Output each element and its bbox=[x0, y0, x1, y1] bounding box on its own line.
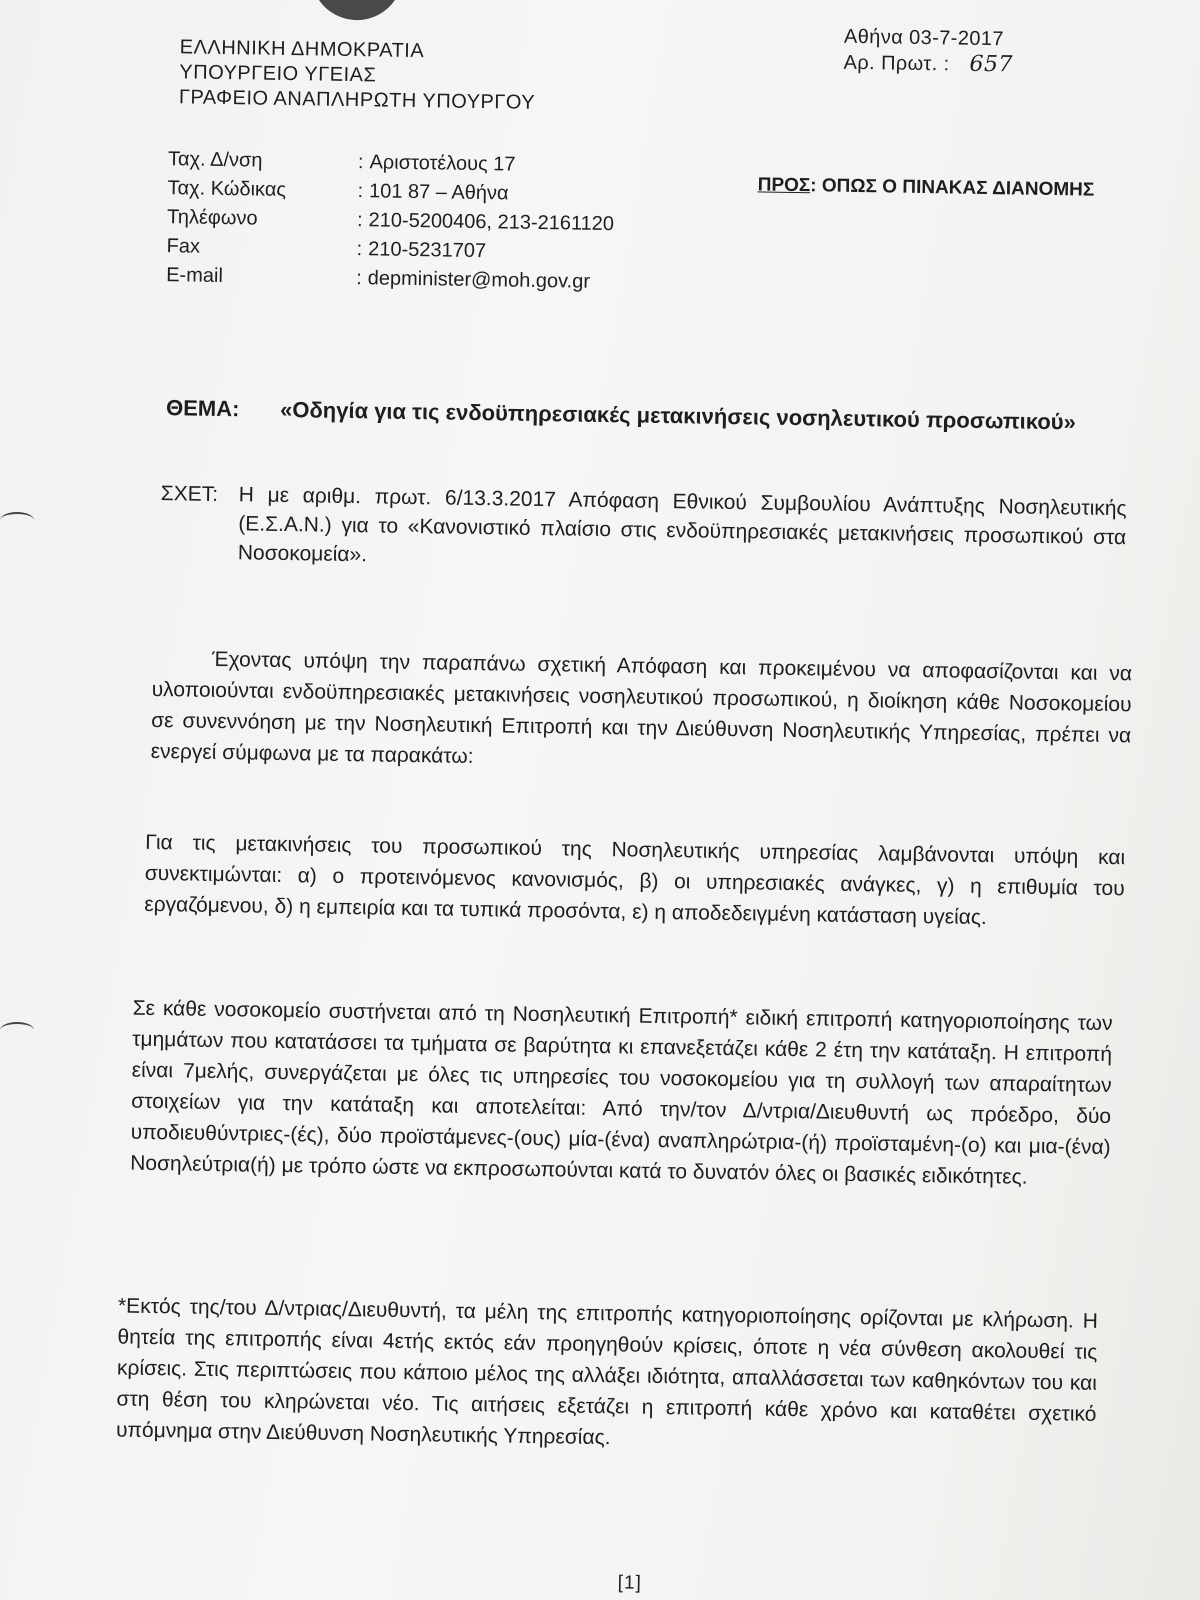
recipient-line bbox=[758, 174, 1095, 201]
state-emblem bbox=[310, 0, 403, 21]
recipient-text: : ΟΠΩΣ Ο ΠΙΝΑΚΑΣ ΔΙΑΝΟΜΗΣ bbox=[810, 175, 1095, 201]
page-number: [1] bbox=[617, 1572, 642, 1594]
contact-row-email bbox=[166, 261, 613, 297]
body-paragraph-2: Για τις μετακινήσεις του προσωπικού της Νοσηλευτικής υπηρεσίας λαμβάνονται υπόψη και συνεκτιμώνται: α) ο προτεινόμενος κανονισμός, β) οι υπηρεσιακές ανάγκες, γ) η επιθυμία του εργαζόμενου, δ) η εμπειρία και τα τυπικά προσόντα, ε) η αποδεδειγμένη κατάσταση υγείας. bbox=[144, 830, 1126, 930]
letterhead-line-republic: ΕΛΛΗΝΙΚΗ ΔΗΜΟΚΡΑΤΙΑ bbox=[179, 36, 425, 63]
body-paragraph-3: Σε κάθε νοσοκομείο συστήνεται από τη Νοσηλευτική Επιτροπή* ειδική επιτροπή κατηγοριοποίησης των τμημάτων που κατατάσσει τα τμήματα σε βαρύτητα κι επανεξετάζει κάθε 2 έτη την κατάταξη. Η επιτροπή είναι 7μελής, συνεργάζεται με όλες τις υπηρεσίες του νοσοκομείου για τη συλλογή των απαραίτητων στοιχείων για την κατάταξη και αποτελείται: Από την/τον Δ/ντρια/Διευθυντή ως πρόεδρο, δύο υποδιευθύντριες-(ές), δύο προϊστάμενες-(ους) μία-(ένα) αναπληρώτρια-(ή) προϊσταμένη-(ο) και μια-(ένα) Νοσηλεύτρια(ή) με τρόπο ώστε να εκπροσωπούνται κατά το δυνατόν όλες οι βασικές ειδικότητες. bbox=[130, 996, 1113, 1189]
staple-hole-mark bbox=[0, 512, 34, 528]
reference-text: Η με αριθμ. πρωτ. 6/13.3.2017 Απόφαση Εθνικού Συμβουλίου Ανάπτυξης Νοσηλευτικής (Ε.Σ.Α.Ν.) για το «Κανονιστικό πλαίσιο στις ενδοϋπηρεσιακές μετακινήσεις προσωπικού στα Νοσοκομεία». bbox=[237, 483, 1127, 567]
body-paragraph-1: Έχοντας υπόψη την παραπάνω σχετική Απόφαση και προκειμένου να αποφασίζονται και να υλοποιούνται ενδοϋπηρεσιακές μετακινήσεις νοσηλευτικού προσωπικού, η διοίκηση κάθε Νοσοκομείου σε συνεννόηση με την Νοσηλευτική Επιτροπή και την Διεύθυνση Νοσηλευτικής Υπηρεσίας, πρέπει να ενεργεί σύμφωνα με τα παρακάτω: bbox=[150, 647, 1133, 769]
letterhead bbox=[179, 35, 536, 116]
reference-label: ΣΧΕΤ: bbox=[160, 482, 219, 506]
letterhead-line-ministry: ΥΠΟΥΡΓΕΙΟ ΥΓΕΙΑΣ bbox=[179, 61, 377, 87]
staple-hole-mark bbox=[0, 1022, 34, 1038]
contact-label: E-mail bbox=[166, 264, 224, 288]
contact-value: : depminister@moh.gov.gr bbox=[346, 264, 590, 297]
reference-block bbox=[160, 479, 1127, 581]
contact-label: Ταχ. Δ/νση bbox=[167, 148, 263, 172]
subject-label: ΘΕΜΑ: bbox=[165, 395, 240, 422]
protocol-number: 657 bbox=[969, 51, 1013, 78]
contact-value: : 210-5200406, 213-2161120 bbox=[347, 206, 614, 239]
date-line: Αθήνα 03-7-2017 bbox=[843, 25, 1005, 51]
contact-label: Τηλέφωνο bbox=[166, 206, 258, 230]
contact-value: : 101 87 – Αθήνα bbox=[347, 177, 508, 209]
contact-value: : 210-5231707 bbox=[346, 235, 486, 266]
contact-details bbox=[166, 145, 615, 297]
date-protocol-block bbox=[843, 24, 1013, 79]
subject-text: «Οδηγία για τις ενδοϋπηρεσιακές μετακινήσεις νοσηλευτικού προσωπικού» bbox=[279, 396, 1077, 435]
contact-value: : Αριστοτέλους 17 bbox=[348, 148, 516, 180]
protocol-label: Αρ. Πρωτ. : bbox=[843, 51, 950, 76]
recipient-label: ΠΡΟΣ bbox=[757, 174, 811, 197]
subject-block bbox=[166, 393, 1126, 438]
letterhead-line-office: ΓΡΑΦΕΙΟ ΑΝΑΠΛΗΡΩΤΗ ΥΠΟΥΡΓΟΥ bbox=[178, 86, 536, 114]
contact-label: Fax bbox=[166, 235, 201, 258]
body-paragraph-footnote: *Εκτός της/του Δ/ντριας/Διευθυντή, τα μέλη της επιτροπής κατηγοριοποίησης ορίζονται με κλήρωση. Η θητεία της επιτροπής είναι 4ετής εκτός εάν προηγηθούν κρίσεις, όποτε η νέα σύνθεση ακολουθεί τις κρίσεις. Στις περιπτώσεις που κάποιο μέλος της αλλάξει ιδιότητα, απαλλάσσεται των καθηκόντων του και στη θέση του κληρώνεται νέο. Τις αιτήσεις εξετάζει η επιτροπή κάθε χρόνο και καταθέτει σχετικό υπόμνημα στην Διεύθυνση Νοσηλευτικής Υπηρεσίας. bbox=[115, 1294, 1099, 1450]
contact-label: Ταχ. Κώδικας bbox=[167, 177, 287, 201]
